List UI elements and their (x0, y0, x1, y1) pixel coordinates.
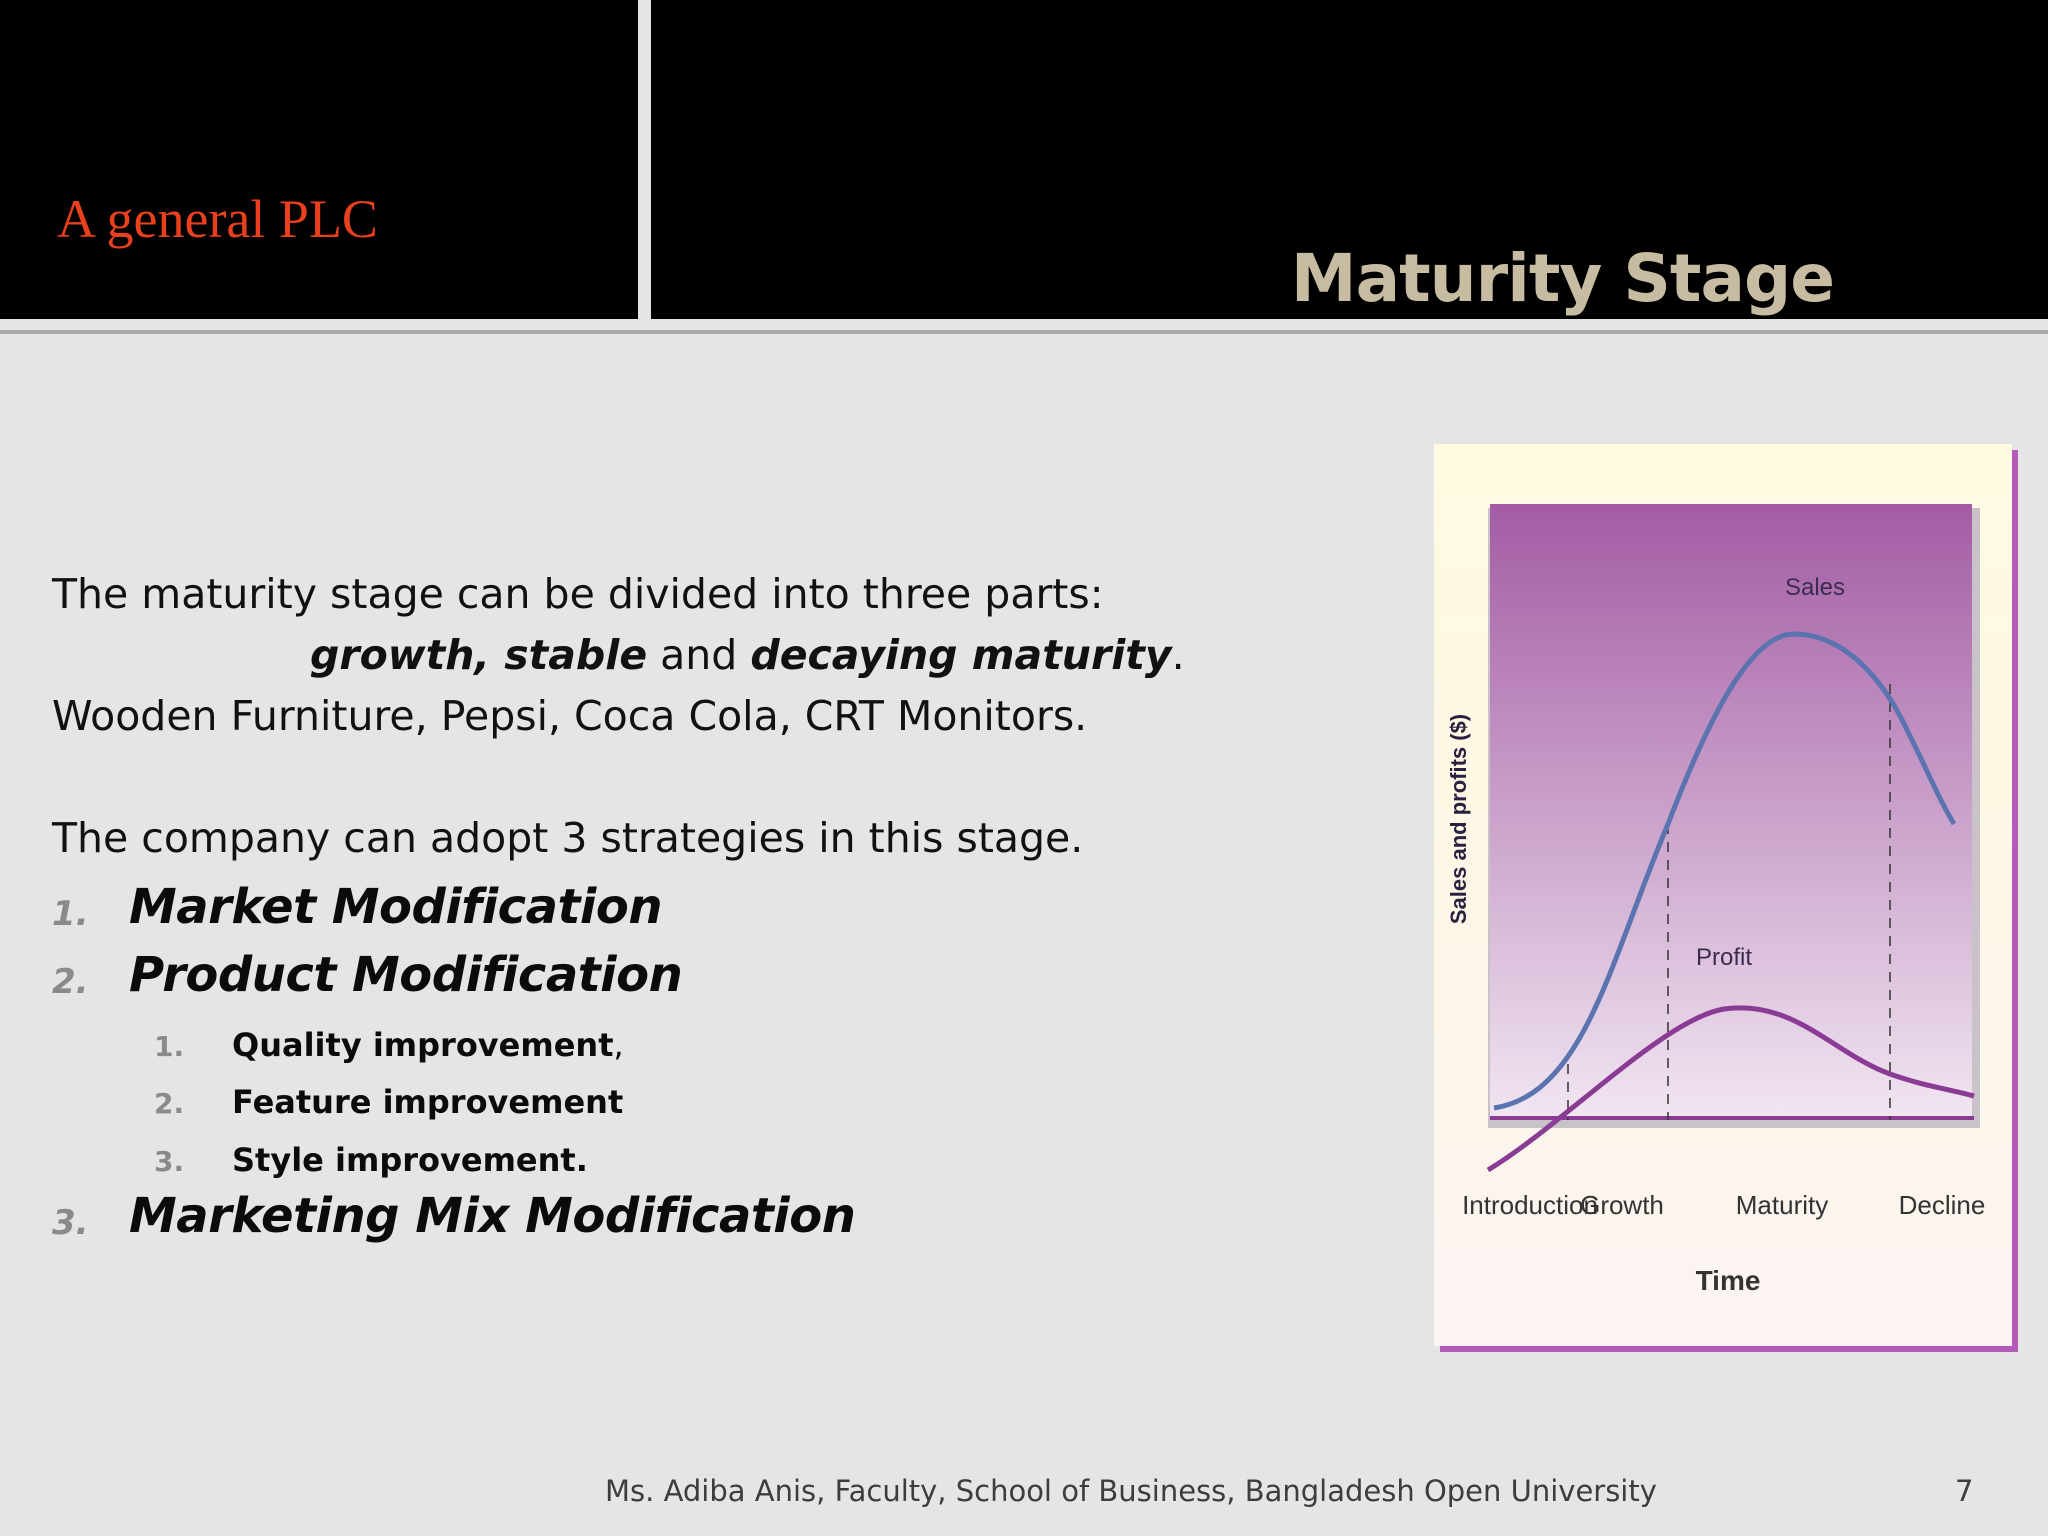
strategy-item: Market Modification (129, 879, 663, 935)
y-axis-label: Sales and profits ($) (1446, 713, 1471, 925)
strategy-number: 2. (52, 962, 89, 1002)
header-left-panel (0, 0, 638, 319)
strategy-item: Marketing Mix Modification (129, 1188, 856, 1244)
intro-line: The maturity stage can be divided into three parts: (52, 570, 1104, 618)
plc-chart (1434, 444, 2012, 1346)
parts-period: . (1171, 631, 1185, 679)
sub-item-number: 2. (154, 1087, 185, 1120)
sub-item-number: 3. (154, 1145, 185, 1178)
sub-item: Style improvement. (232, 1141, 588, 1179)
parts-decaying: decaying maturity (750, 631, 1172, 679)
stage-label: Maturity (1735, 1190, 1829, 1220)
strategy-number: 1. (52, 894, 89, 934)
strategy-item: Product Modification (129, 947, 683, 1003)
footer-text: Ms. Adiba Anis, Faculty, School of Business, Bangladesh Open University (605, 1474, 1657, 1508)
parts-and: and (647, 631, 751, 679)
maturity-parts-line (310, 631, 1490, 679)
sub-item-label: Quality improvement (232, 1026, 614, 1064)
profit-label: Profit (1695, 944, 1753, 971)
strategies-intro: The company can adopt 3 strategies in this stage. (52, 814, 1084, 862)
stage-label: Introduction (1462, 1190, 1598, 1220)
sub-item-suffix: , (613, 1026, 624, 1064)
sales-label: Sales (1784, 574, 1846, 601)
sub-item-number: 1. (154, 1030, 185, 1063)
stage-label: Decline (1898, 1190, 1986, 1220)
sub-item: Feature improvement (232, 1083, 624, 1121)
header-divider (0, 330, 2048, 334)
slide-title: Maturity Stage (1290, 240, 1834, 317)
strategy-number: 3. (52, 1203, 89, 1243)
sub-item (232, 1026, 624, 1064)
page-number: 7 (1955, 1474, 1974, 1508)
stage-label: Growth (1580, 1190, 1664, 1220)
plc-chart-svg (1434, 444, 2012, 1346)
x-axis-label: Time (1695, 1265, 1761, 1296)
plot-area (1490, 504, 1972, 1120)
examples-line: Wooden Furniture, Pepsi, Coca Cola, CRT Monitors. (52, 692, 1088, 740)
parts-growth-stable: growth, stable (310, 631, 648, 679)
section-label: A general PLC (57, 189, 378, 249)
